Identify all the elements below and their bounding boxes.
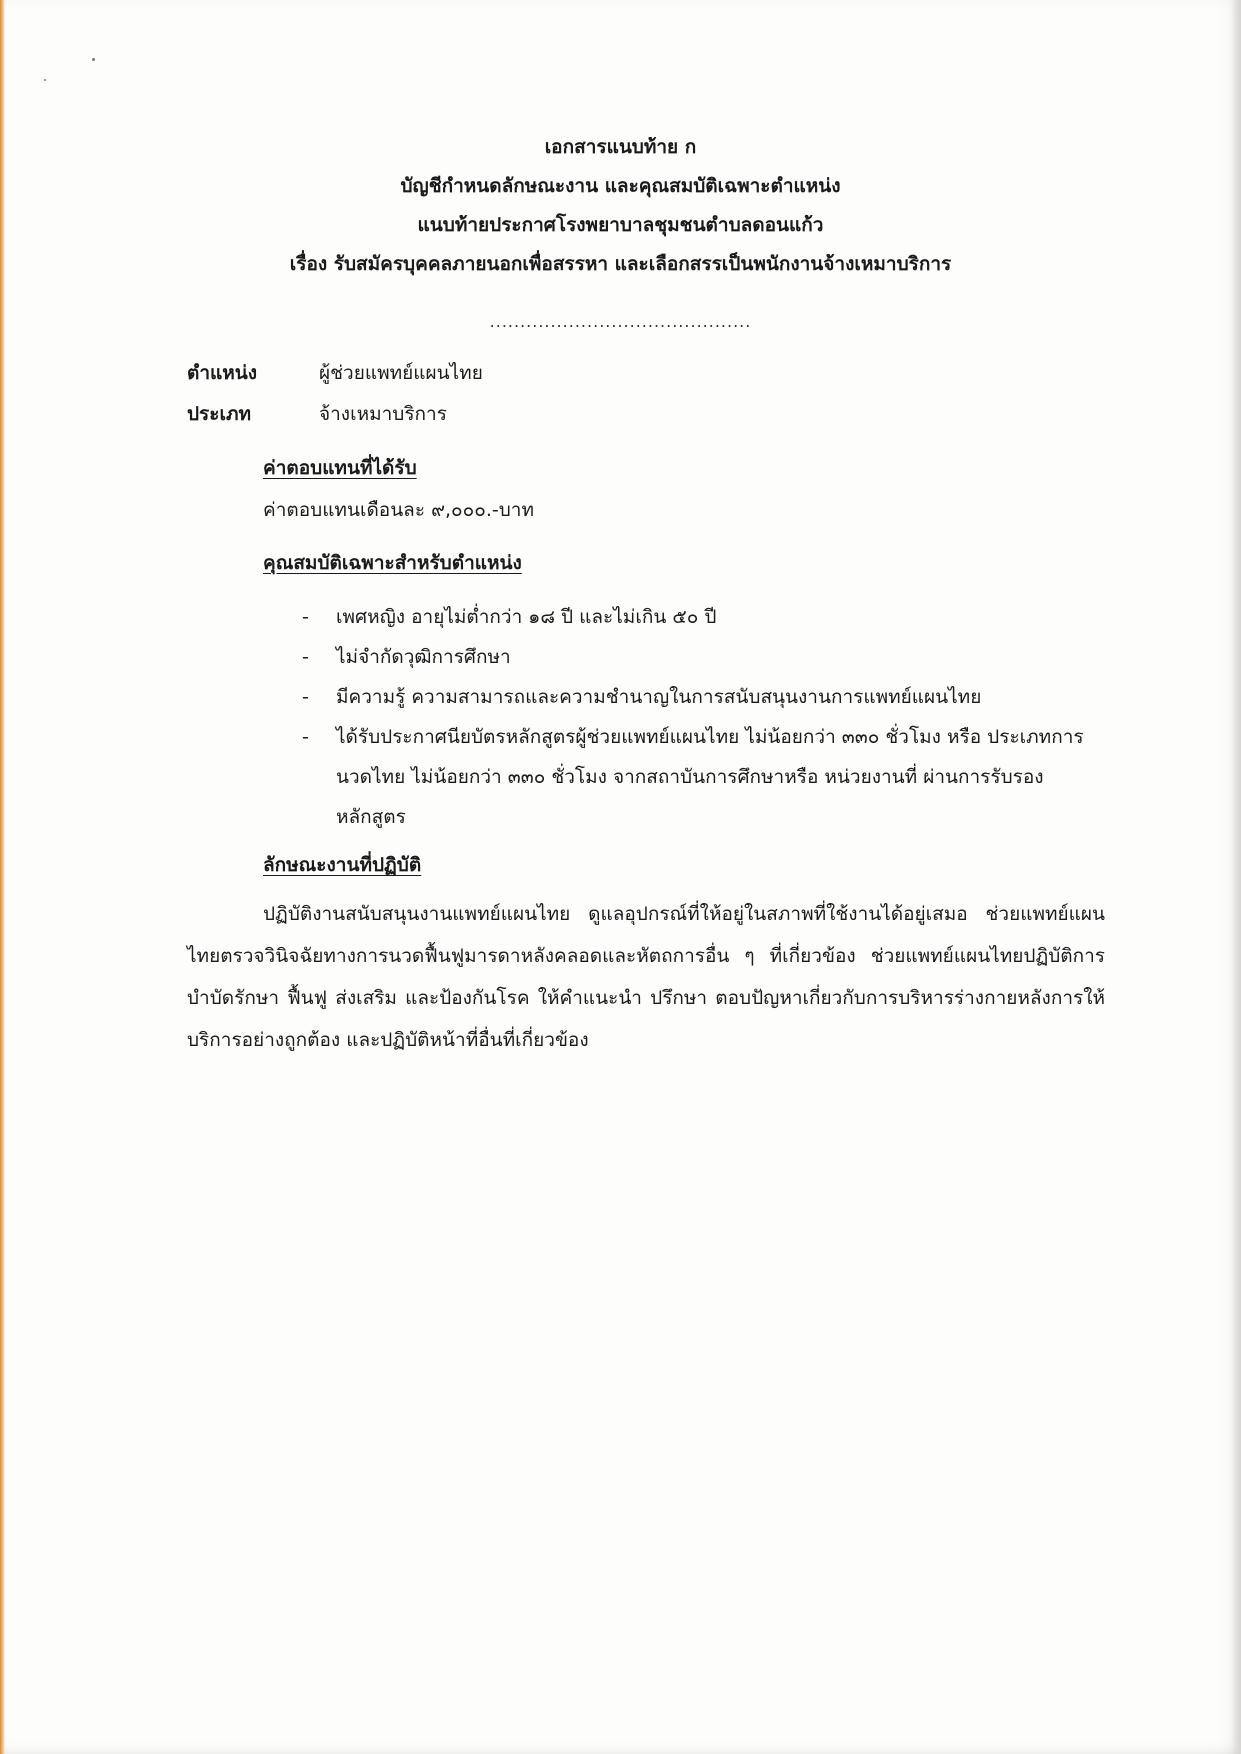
document-header: [0, 128, 1241, 284]
duties-title: ลักษณะงานที่ปฏิบัติ: [263, 854, 422, 876]
type-value: จ้างเหมาบริการ: [319, 403, 447, 425]
compensation-text: ค่าตอบแทนเดือนละ ๙,๐๐๐.-บาท: [263, 499, 534, 521]
header-line-3: แนบท้ายประกาศโรงพยาบาลชุมชนตำบลดอนแก้ว: [417, 214, 824, 236]
qualifications-list: [336, 597, 1106, 837]
header-line-2: บัญชีกำหนดลักษณะงาน และคุณสมบัติเฉพาะตำแหน่ง: [400, 175, 841, 197]
qualifications-title: คุณสมบัติเฉพาะสำหรับตำแหน่ง: [263, 552, 522, 574]
header-line-4: เรื่อง รับสมัครบุคคลภายนอกเพื่อสรรหา และเลือกสรรเป็นพนักงานจ้างเหมาบริการ: [289, 253, 952, 275]
type-label: ประเภท: [187, 403, 252, 425]
type-row: [187, 400, 447, 428]
list-item: - ไม่จำกัดวุฒิการศึกษา: [336, 637, 1106, 677]
scan-speck: [92, 58, 95, 61]
list-item: - เพศหญิง อายุไม่ต่ำกว่า ๑๘ ปี และไม่เกิน ๕๐ ปี: [336, 597, 1106, 637]
list-item: - ได้รับประกาศนียบัตรหลักสูตรผู้ช่วยแพทย์แผนไทย ไม่น้อยกว่า ๓๓๐ ชั่วโมง หรือ ประเภทการนวดไทย ไม่น้อยกว่า ๓๓๐ ชั่วโมง จากสถาบันการศึกษาหรือ หน่วยงานที่ ผ่านการรับรองหลักสูตร: [336, 717, 1106, 837]
position-row: [187, 359, 483, 387]
compensation-title: ค่าตอบแทนที่ได้รับ: [263, 457, 417, 479]
scan-speck: [44, 79, 46, 81]
dotted-separator: ...........................................: [489, 312, 752, 331]
list-item: - มีความรู้ ความสามารถและความชำนาญในการสนับสนุนงานการแพทย์แผนไทย: [336, 677, 1106, 717]
duties-text: ปฏิบัติงานสนับสนุนงานแพทย์แผนไทย ดูแลอุปกรณ์ที่ให้อยู่ในสภาพที่ใช้งานได้อยู่เสมอ ช่วยแพทย์แผนไทยตรวจวินิจฉัยทางการนวดฟื้นฟูมารดาหลังคลอดและหัตถการอื่น ๆ ที่เกี่ยวข้อง ช่วยแพทย์แผนไทยปฏิบัติการบำบัดรักษา ฟื้นฟู ส่งเสริม และป้องกันโรค ให้คำแนะนำ ปรึกษา ตอบปัญหาเกี่ยวกับการบริหารร่างกายหลังการให้บริการอย่างถูกต้อง และปฏิบัติหน้าที่อื่นที่เกี่ยวข้อง: [187, 903, 1105, 1051]
position-label: ตำแหน่ง: [187, 362, 258, 384]
header-line-1: เอกสารแนบท้าย ก: [544, 136, 697, 158]
position-value: ผู้ช่วยแพทย์แผนไทย: [319, 362, 483, 384]
